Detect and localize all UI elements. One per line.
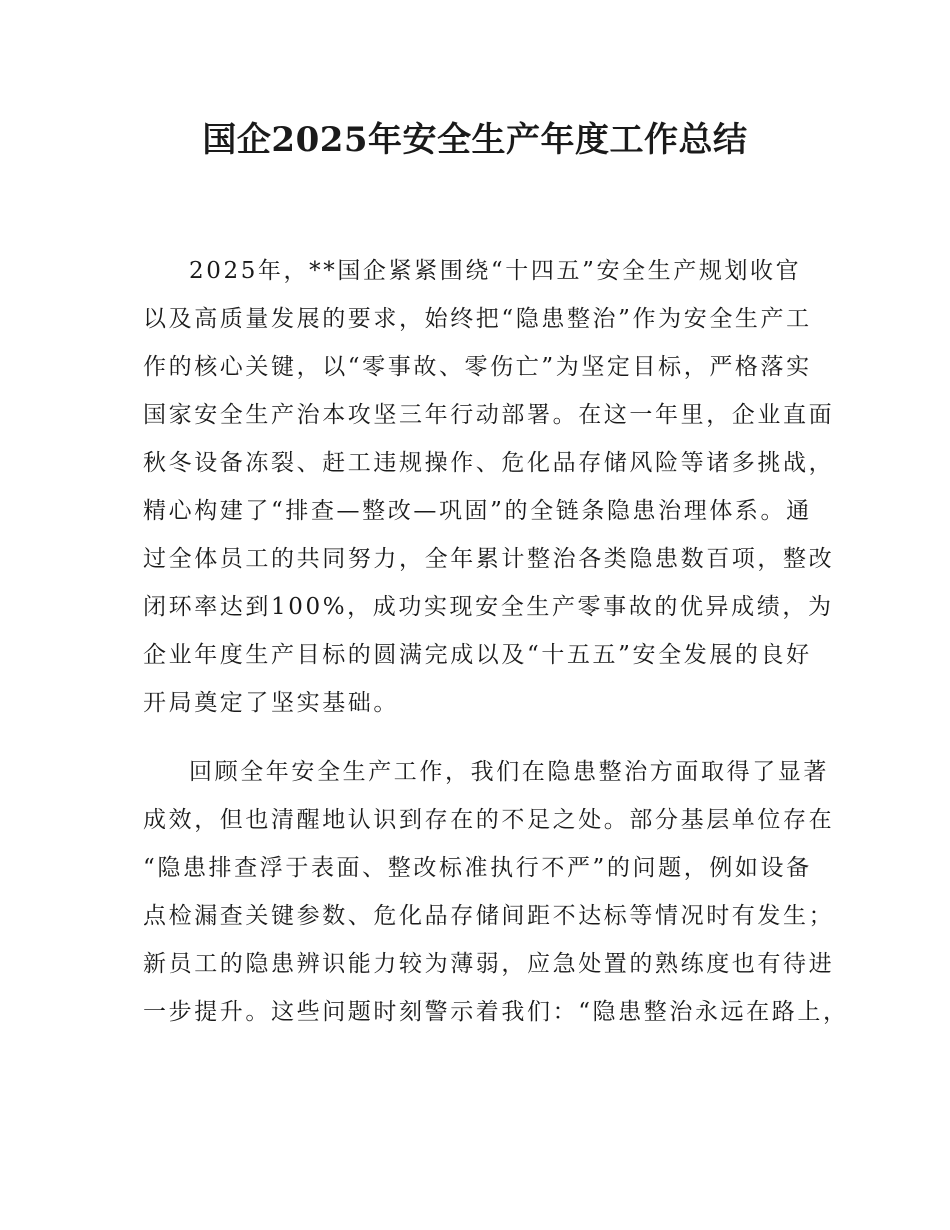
paragraph-line: 作的核心关键，以“零事故、零伤亡”为坚定目标，严格落实 [143,354,812,380]
paragraph-line: 开局奠定了坚实基础。 [143,690,399,716]
document-title: 国企2025年安全生产年度工作总结 [202,120,748,160]
paragraph-line: “隐患排查浮于表面、整改标准执行不严”的问题，例如设备 [143,855,812,881]
paragraph-line: 一步提升。这些问题时刻警示着我们：“隐患整治永远在路上， [143,999,849,1025]
paragraph-line: 以及高质量发展的要求，始终把“隐患整治”作为安全生产工 [143,306,812,332]
paragraph-line: 新员工的隐患辨识能力较为薄弱，应急处置的熟练度也有待进 [143,951,835,977]
paragraph-line: 2025年，**国企紧紧围绕“十四五”安全生产规划收官 [189,258,802,284]
paragraph-line: 回顾全年安全生产工作，我们在隐患整治方面取得了显著 [189,759,829,785]
paragraph-line: 企业年度生产目标的圆满完成以及“十五五”安全发展的良好 [143,642,812,668]
paragraph-line: 闭环率达到100%，成功实现安全生产零事故的优异成绩，为 [143,594,834,620]
paragraph-line: 秋冬设备冻裂、赶工违规操作、危化品存储风险等诸多挑战， [143,450,835,476]
paragraph-line: 成效，但也清醒地认识到存在的不足之处。部分基层单位存在 [143,807,835,833]
document-body [143,247,849,1036]
paragraph-line: 精心构建了“排查—整改—巩固”的全链条隐患治理体系。通 [143,498,812,524]
paragraph-line: 国家安全生产治本攻坚三年行动部署。在这一年里，企业直面 [143,402,835,428]
paragraph-2 [143,748,849,1036]
paragraph-spacer [143,727,823,748]
paragraph-1 [143,247,835,727]
paragraph-line: 点检漏查关键参数、危化品存储间距不达标等情况时有发生； [143,903,835,929]
paragraph-line: 过全体员工的共同努力，全年累计整治各类隐患数百项，整改 [143,546,835,572]
